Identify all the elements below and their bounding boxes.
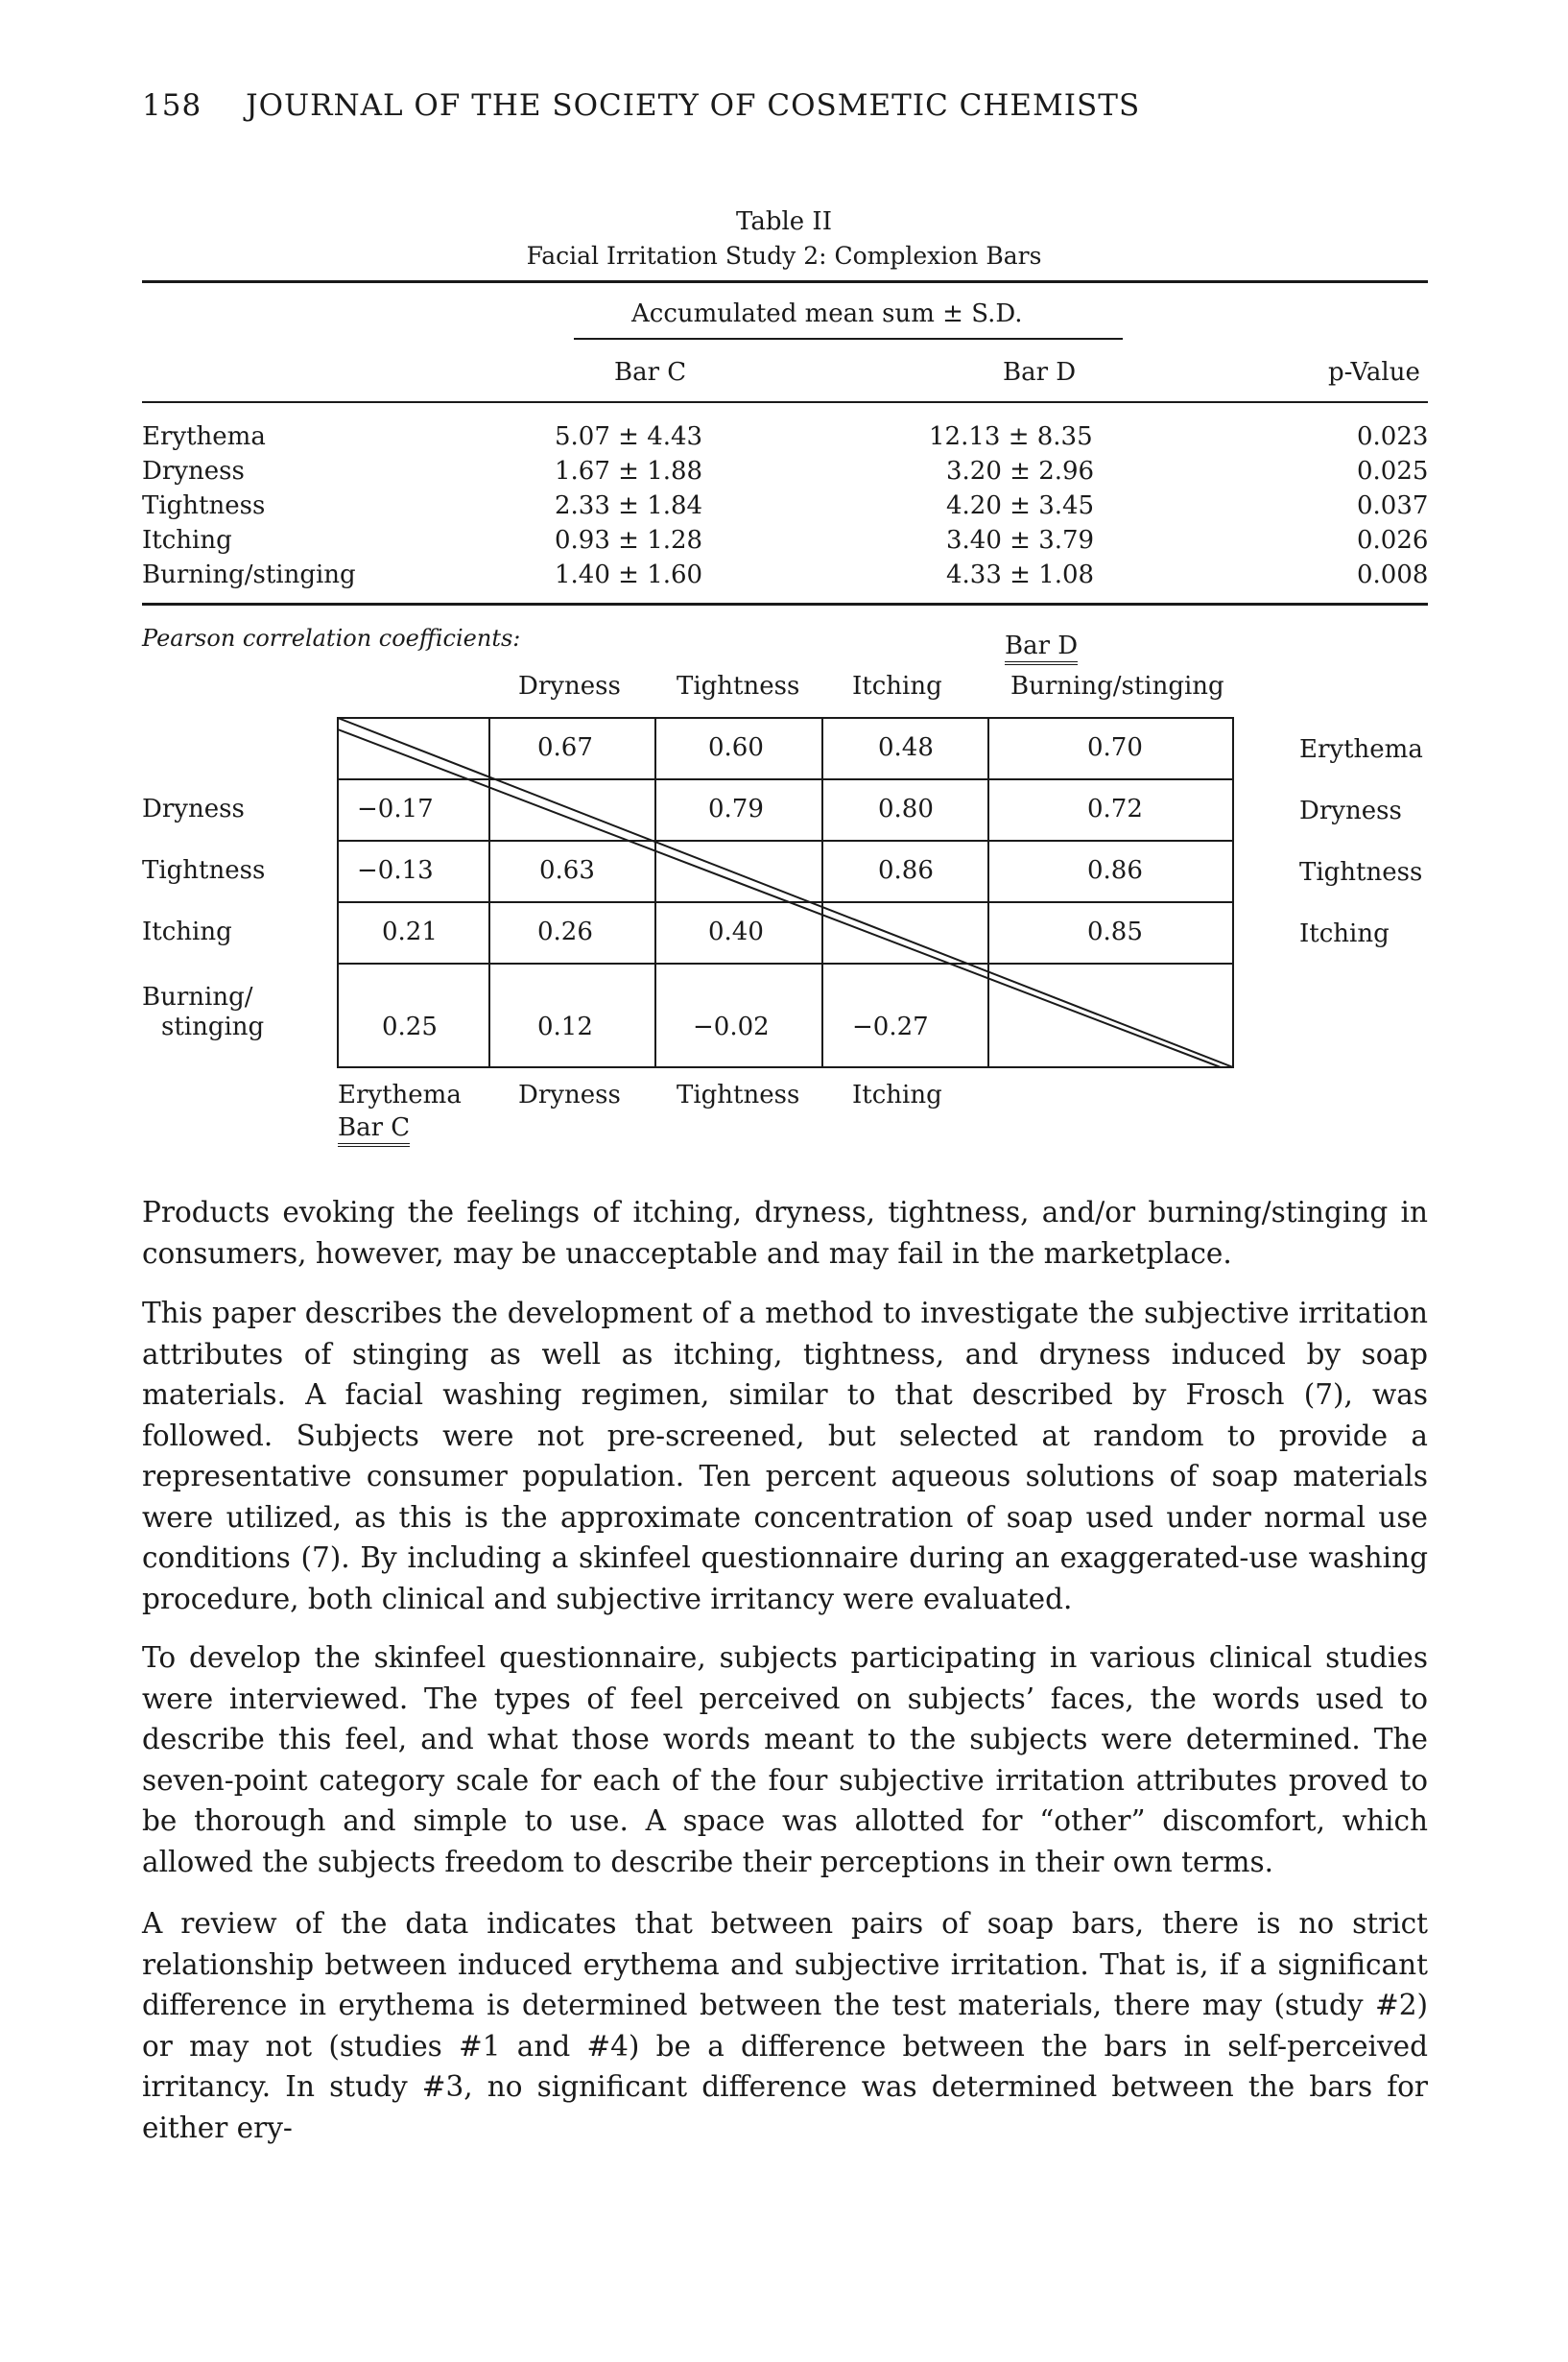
bar-c-value: 2.33 ± 1.84: [555, 491, 703, 520]
corr-value: −0.02: [693, 1013, 770, 1041]
bar-c-value: 1.40 ± 1.60: [555, 561, 703, 589]
corr-value: −0.27: [852, 1013, 929, 1041]
table-title: Table II: [736, 207, 832, 236]
corr-value: 0.26: [537, 918, 593, 946]
bar-d-value: 4.20 ± 3.45: [946, 491, 1095, 520]
row-label: Erythema: [142, 422, 266, 451]
corr-value: 0.60: [708, 733, 764, 762]
paragraph: A review of the data indicates that between pairs of soap bars, there is no strict relationship between induced erythema and subjective irritation. That is, if a significant difference in erythema is determined between the test materials, there may (study #2) or may not (studies #1 and #4) be a difference between the bars in self-perceived irritancy. In study #3, no significant difference was determined between the bars for either ery-: [142, 1907, 1428, 2144]
col-header-pvalue: p-Value: [1328, 358, 1420, 387]
left-label-dryness: Dryness: [142, 795, 245, 823]
right-label-tightness: Tightness: [1299, 858, 1423, 887]
top-col-tightness: Tightness: [677, 672, 800, 701]
row-label: Tightness: [142, 491, 266, 520]
p-value: 0.008: [1357, 561, 1429, 589]
bar-c-label: [338, 1113, 410, 1142]
left-label-tightness: Tightness: [142, 856, 266, 885]
right-label-erythema: Erythema: [1299, 735, 1423, 764]
top-col-itching: Itching: [852, 672, 942, 701]
corr-value: 0.86: [878, 856, 934, 885]
p-value: 0.037: [1357, 491, 1429, 520]
corr-value: 0.86: [1087, 856, 1143, 885]
bar-d-label-text: Bar D: [1005, 632, 1078, 665]
corr-value: 0.25: [382, 1013, 438, 1041]
bottom-col-tightness: Tightness: [677, 1081, 800, 1109]
bar-c-value: 1.67 ± 1.88: [555, 457, 703, 486]
paragraph: Products evoking the feelings of itching, dryness, tightness, and/or burning/stinging in consumers, however, may be unacceptable and may fail in the marketplace.: [142, 1196, 1428, 1270]
corr-value: 0.40: [708, 918, 764, 946]
corr-value: −0.13: [357, 856, 434, 885]
right-label-itching: Itching: [1299, 919, 1390, 948]
corr-value: −0.17: [357, 795, 434, 823]
page-number: 158: [142, 88, 202, 123]
bar-d-value: 3.20 ± 2.96: [946, 457, 1095, 486]
top-col-dryness: Dryness: [518, 672, 621, 701]
p-value: 0.023: [1357, 422, 1429, 451]
col-header-bar-d: Bar D: [1003, 358, 1077, 387]
bar-d-value: 4.33 ± 1.08: [946, 561, 1095, 589]
bar-d-value: 12.13 ± 8.35: [929, 422, 1093, 451]
paragraph: This paper describes the development of a method to investigate the subjective irritation attributes of stinging as well as itching, tightness, and dryness induced by soap materials. A facial washing regimen, similar to that described by Frosch (7), was followed. Subjects were not pre-screened, but selected at random to provide a representative consumer population. Ten percent aqueous solutions of soap materials were utilized, as this is the approximate concentration of soap used under normal use conditions (7). By including a skinfeel questionnaire during an exaggerated-use washing procedure, both clinical and subjective irritancy were evaluated.: [142, 1297, 1428, 1615]
p-value: 0.025: [1357, 457, 1429, 486]
corr-value: 0.67: [537, 733, 593, 762]
bar-d-value: 3.40 ± 3.79: [946, 526, 1095, 555]
corr-value: 0.72: [1087, 795, 1143, 823]
bar-c-value: 5.07 ± 4.43: [555, 422, 703, 451]
bottom-col-dryness: Dryness: [518, 1081, 621, 1109]
corr-value: 0.70: [1087, 733, 1143, 762]
corr-value: 0.12: [537, 1013, 593, 1041]
corr-value: 0.79: [708, 795, 764, 823]
bar-c-value: 0.93 ± 1.28: [555, 526, 703, 555]
row-label: Itching: [142, 526, 232, 555]
paragraph: To develop the skinfeel questionnaire, subjects participating in various clinical studies were interviewed. The types of feel perceived on subjects’ faces, the words used to describe this feel, and what those words meant to the subjects were determined. The seven-point category scale for each of the four subjective irritation attributes proved to be thorough and simple to use. A space was allotted for “other” discomfort, which allowed the subjects freedom to describe their perceptions in their own terms.: [142, 1641, 1428, 1878]
corr-value: 0.48: [878, 733, 934, 762]
corr-value: 0.85: [1087, 918, 1143, 946]
col-header-bar-c: Bar C: [614, 358, 687, 387]
p-value: 0.026: [1357, 526, 1429, 555]
journal-title: JOURNAL OF THE SOCIETY OF COSMETIC CHEMISTS: [246, 88, 1141, 123]
left-label-burning-1: Burning/: [142, 983, 253, 1012]
corr-value: 0.80: [878, 795, 934, 823]
bar-c-label-text: Bar C: [338, 1113, 410, 1147]
bottom-col-erythema: Erythema: [338, 1081, 462, 1109]
left-label-itching: Itching: [142, 918, 232, 946]
table-group-header: Accumulated mean sum ± S.D.: [631, 299, 1023, 328]
table-subtitle: Facial Irritation Study 2: Complexion Bars: [526, 242, 1042, 270]
bottom-col-itching: Itching: [852, 1081, 942, 1109]
row-label: Dryness: [142, 457, 245, 486]
correlation-heading: Pearson correlation coefficients:: [142, 625, 521, 652]
corr-value: 0.63: [539, 856, 595, 885]
right-label-dryness: Dryness: [1299, 797, 1402, 825]
corr-value: 0.21: [382, 918, 438, 946]
top-col-burning: Burning/stinging: [1010, 672, 1224, 701]
left-label-burning-2: stinging: [161, 1013, 265, 1041]
row-label: Burning/stinging: [142, 561, 356, 589]
